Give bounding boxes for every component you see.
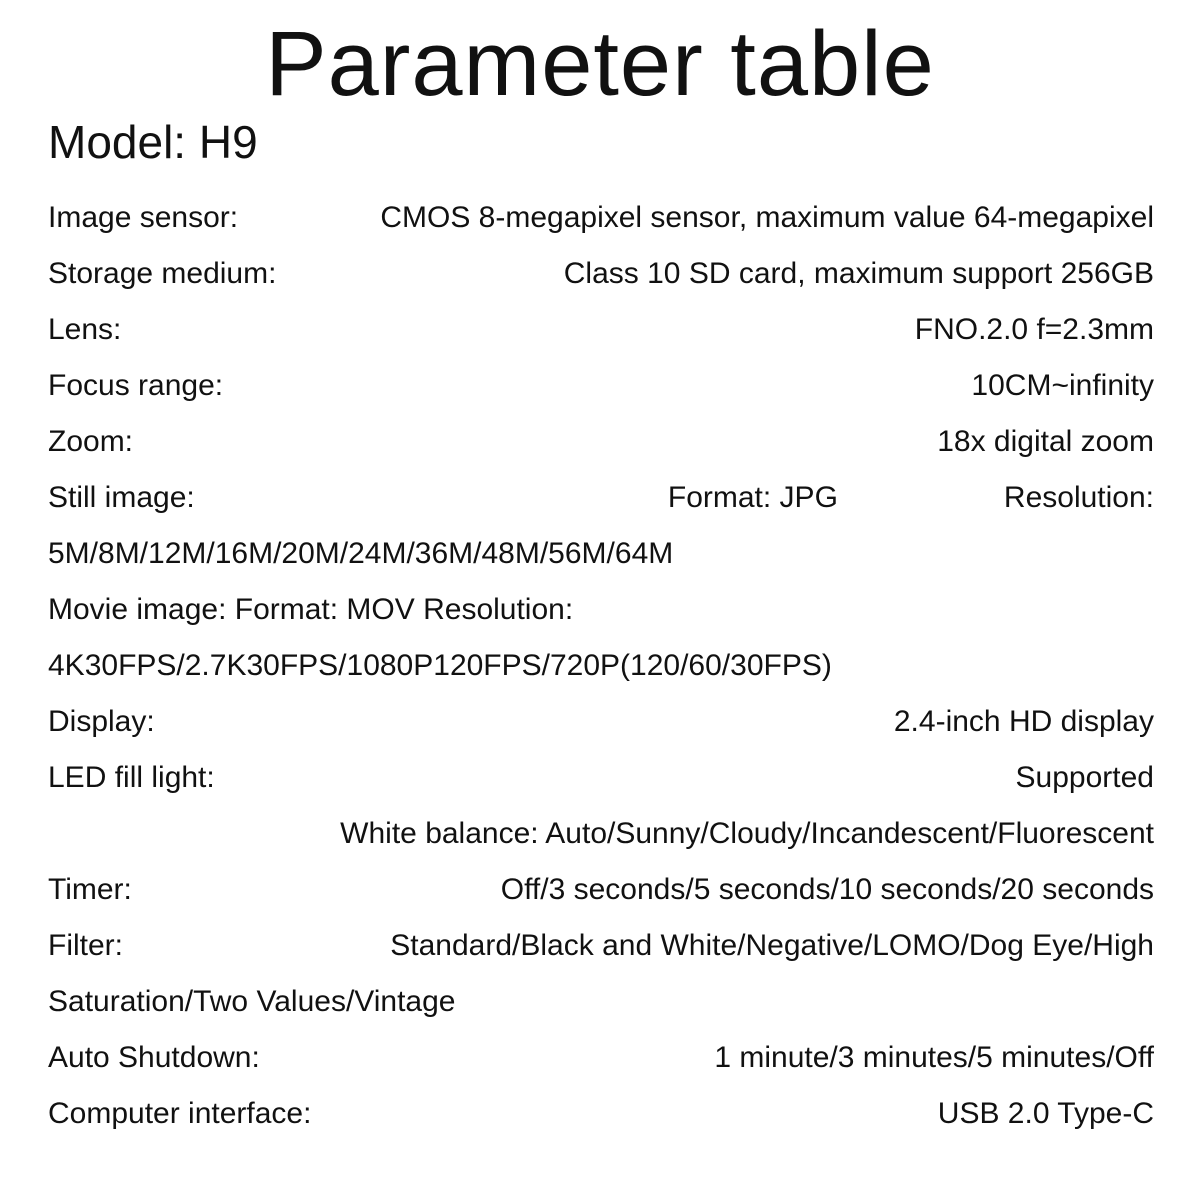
spec-value: 10CM~infinity (971, 369, 1154, 402)
spec-still-format: Format: JPG (667, 481, 838, 514)
spec-value: USB 2.0 Type-C (937, 1097, 1154, 1130)
spec-value: Off/3 seconds/5 seconds/10 seconds/20 seconds (500, 873, 1154, 906)
spec-label: Movie image: Format: MOV Resolution: (48, 593, 574, 626)
spec-label: Still image: (48, 481, 195, 514)
spec-row-image-sensor (48, 190, 1154, 246)
spec-label: Storage medium: (48, 257, 277, 290)
spec-label: Display: (48, 705, 155, 738)
spec-row-still-resolutions (48, 526, 1154, 582)
spec-value: Supported (1015, 761, 1154, 794)
spec-row-shutdown (48, 1030, 1154, 1086)
spec-row-timer (48, 862, 1154, 918)
spec-label: Focus range: (48, 369, 224, 402)
spec-value: 2.4-inch HD display (893, 705, 1154, 738)
spec-label: Auto Shutdown: (48, 1041, 260, 1074)
spec-value: Class 10 SD card, maximum support 256GB (563, 257, 1154, 290)
spec-label: Image sensor: (48, 201, 239, 234)
page-title: Parameter table (265, 13, 935, 115)
spec-value: 4K30FPS/2.7K30FPS/1080P120FPS/720P(120/60/30FPS) (48, 649, 832, 682)
spec-row-focus (48, 358, 1154, 414)
spec-row-zoom (48, 414, 1154, 470)
spec-value: 18x digital zoom (937, 425, 1154, 458)
spec-row-white-balance (48, 806, 1154, 862)
spec-row-filter-continued (48, 974, 1154, 1030)
model-heading: Model: H9 (48, 116, 258, 168)
spec-value: White balance: Auto/Sunny/Cloudy/Incandescent/Fluorescent (340, 817, 1154, 850)
spec-row-movie (48, 582, 1154, 638)
spec-list (48, 190, 1154, 1142)
spec-value: 1 minute/3 minutes/5 minutes/Off (714, 1041, 1154, 1074)
spec-value: Standard/Black and White/Negative/LOMO/Dog Eye/High (390, 929, 1154, 962)
spec-row-filter (48, 918, 1154, 974)
spec-row-interface (48, 1086, 1154, 1142)
spec-label: Filter: (48, 929, 123, 962)
spec-row-movie-resolutions (48, 638, 1154, 694)
spec-row-still (48, 470, 1154, 526)
spec-label: Zoom: (48, 425, 134, 458)
spec-label: Computer interface: (48, 1097, 312, 1130)
spec-row-display (48, 694, 1154, 750)
spec-still-resolution-label: Resolution: (1003, 481, 1154, 514)
spec-label: Lens: (48, 313, 122, 346)
spec-value: FNO.2.0 f=2.3mm (914, 313, 1154, 346)
spec-label: Timer: (48, 873, 132, 906)
spec-value: 5M/8M/12M/16M/20M/24M/36M/48M/56M/64M (48, 537, 674, 570)
spec-row-storage (48, 246, 1154, 302)
spec-label: LED fill light: (48, 761, 215, 794)
spec-row-lens (48, 302, 1154, 358)
spec-value: Saturation/Two Values/Vintage (48, 985, 456, 1018)
spec-row-led (48, 750, 1154, 806)
spec-value: CMOS 8-megapixel sensor, maximum value 64-megapixel (380, 201, 1154, 234)
